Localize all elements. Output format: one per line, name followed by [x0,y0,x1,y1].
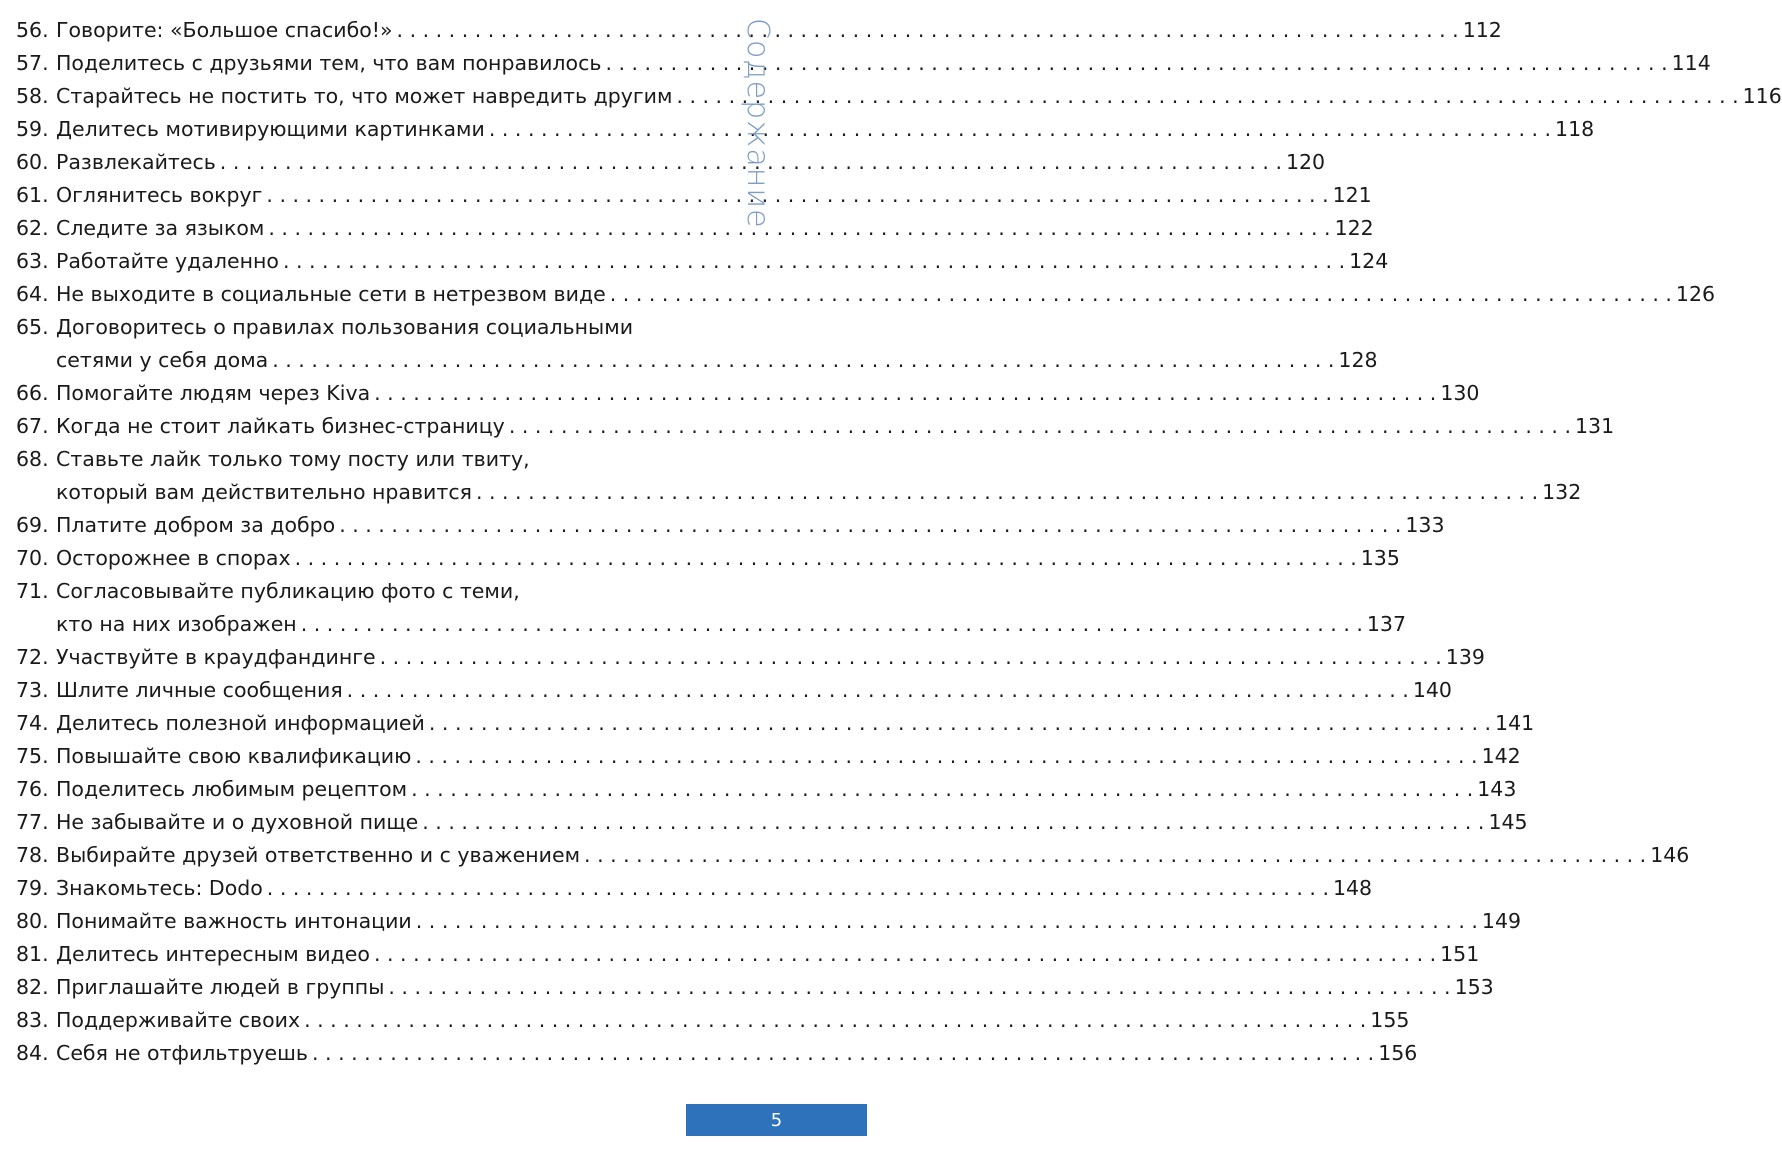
toc-entry-number: 70. [16,546,49,570]
toc-entry[interactable] [16,146,1326,179]
toc-entry-number: 57. [16,51,49,75]
toc-entry-number: 66. [16,381,49,405]
dot-leader [266,179,1328,212]
toc-entry[interactable] [16,872,1373,905]
toc-entry-page: 139 [1445,645,1485,669]
toc-entry-number: 59. [16,117,49,141]
toc-entry-title: Делитесь полезной информацией [56,711,425,735]
toc-entry-line [16,938,1480,971]
toc-entry[interactable] [16,14,1502,47]
toc-entry-title: Не забывайте и о духовной пище [56,810,419,834]
dot-leader [429,707,1491,740]
toc-entry-page: 145 [1488,810,1528,834]
toc-entry-line [16,839,1690,872]
toc-entry-number: 81. [16,942,49,966]
dot-leader [610,278,1672,311]
toc-entry-line [16,641,1485,674]
toc-entry-title: Работайте удаленно [56,249,279,273]
toc-entry-number: 68. [16,447,49,471]
toc-entry-page: 112 [1462,18,1502,42]
toc-entry[interactable] [16,245,1389,278]
page-number: 5 [770,1109,783,1131]
toc-entry-title: Приглашайте людей в группы [56,975,385,999]
toc-entry-title: Понимайте важность интонации [56,909,412,933]
toc-entry-page: 120 [1285,150,1326,174]
toc-entry-title: Старайтесь не постить то, что может навредить другим [56,84,673,108]
toc-entry-title: Осторожнее в спорах [56,546,291,570]
toc-entry-number: 65. [16,315,49,339]
toc-entry-title: Развлекайтесь [56,150,216,174]
toc-entry[interactable] [16,377,1480,410]
toc-entry-number: 71. [16,579,49,603]
toc-entry-page: 133 [1405,513,1445,537]
toc-entry-title: Платите добром за добро [56,513,336,537]
toc-entry-page: 148 [1332,876,1373,900]
toc-entry-title: Следите за языком [56,216,265,240]
toc-entry[interactable] [16,509,1445,542]
toc-entry[interactable] [16,113,1595,146]
toc-entry-line [16,707,1535,740]
toc-entry-page: 122 [1334,216,1374,240]
toc-entry-line [16,476,1582,509]
dot-leader [267,872,1329,905]
toc-entry-title: Делитесь мотивирующими картинками [56,117,485,141]
toc-entry[interactable] [16,806,1528,839]
dot-leader [380,641,1442,674]
toc-entry-line [16,344,1378,377]
toc-entry-line [16,377,1480,410]
toc-entry-title: Выбирайте друзей ответственно и с уважением [56,843,581,867]
dot-leader [388,971,1450,1004]
toc-entry-page: 140 [1412,678,1452,702]
dot-leader [422,806,1484,839]
toc-entry-number: 83. [16,1008,49,1032]
toc-entry-line [16,179,1372,212]
toc-entry-number: 77. [16,810,49,834]
toc-entry[interactable] [16,839,1690,872]
toc-entry-page: 142 [1481,744,1521,768]
dot-leader [339,509,1401,542]
page-number-tab [686,1104,867,1136]
dot-leader [374,938,1436,971]
toc-entry-line [16,146,1326,179]
toc-entry-page: 135 [1360,546,1400,570]
toc-entry-title: сетями у себя дома [56,348,269,372]
toc-entry-line [16,443,686,476]
toc-entry-title: Когда не стоит лайкать бизнес-страницу [56,414,505,438]
dot-leader [272,344,1334,377]
toc-entry-title: Помогайте людям через Kiva [56,381,371,405]
toc-entry-line [16,971,1494,1004]
toc-entry[interactable] [16,47,1711,80]
toc-entry-line [16,542,1400,575]
toc-entry[interactable] [16,773,1517,806]
dot-leader [584,839,1646,872]
toc-entry-number: 76. [16,777,49,801]
section-title: Содержание [740,18,775,229]
toc-entry-title: Не выходите в социальные сети в нетрезвом виде [56,282,606,306]
toc-entry-title: Ставьте лайк только тому посту или твиту, [56,447,530,471]
dot-leader [397,14,1459,47]
toc-entry-page: 121 [1332,183,1372,207]
dot-leader [301,608,1363,641]
toc-entry-title: который вам действительно нравится [56,480,472,504]
toc-entry-page: 131 [1574,414,1615,438]
dot-leader [283,245,1345,278]
toc-entry[interactable] [16,1004,1410,1037]
toc-entry-line [16,47,1711,80]
toc-entry[interactable] [16,212,1374,245]
toc-entry-title: кто на них изображен [56,612,297,636]
toc-entry-number: 74. [16,711,49,735]
toc-entry-title: Знакомьтесь: Dodo [56,876,263,900]
toc-entry-title: Повышайте свою квалификацию [56,744,412,768]
toc-entry-title: Себя не отфильтруешь [56,1041,309,1065]
toc-entry-number: 67. [16,414,49,438]
toc-entry-title: Участвуйте в краудфандинге [56,645,376,669]
dot-leader [476,476,1538,509]
toc-entry-number: 72. [16,645,49,669]
toc-entry-number: 60. [16,150,49,174]
toc-entry-page: 151 [1440,942,1480,966]
toc-entry-title: Оглянитесь вокруг [56,183,263,207]
toc-entry-page: 124 [1349,249,1389,273]
toc-entry[interactable] [16,443,1582,509]
dot-leader [347,674,1409,707]
toc-entry-line [16,872,1373,905]
toc-entry-line [16,113,1595,146]
toc-entry-line [16,14,1502,47]
dot-leader [374,377,1436,410]
toc-entry-line [16,608,1407,641]
toc-entry-page: 149 [1481,909,1522,933]
toc-entry-line [16,278,1716,311]
toc-entry-title: Договоритесь о правилах пользования социальными [56,315,634,339]
toc-entry[interactable] [16,641,1485,674]
toc-entry-page: 114 [1671,51,1711,75]
toc-entry-page: 141 [1495,711,1535,735]
dot-leader [312,1037,1374,1070]
toc-entry[interactable] [16,410,1615,443]
toc-entry-title: Поделитесь любимым рецептом [56,777,408,801]
toc-entry-title: Говорите: «Большое спасибо!» [56,18,393,42]
toc-entry-title: Шлите личные сообщения [56,678,343,702]
toc-entry-number: 80. [16,909,49,933]
toc-entry[interactable] [16,80,1782,113]
toc-entry-line [16,80,1782,113]
toc-entry-page: 156 [1378,1041,1418,1065]
toc-entry-page: 116 [1742,84,1782,108]
toc-entry-page: 128 [1338,348,1378,372]
toc-entry[interactable] [16,707,1535,740]
toc-entry-title: Поддерживайте своих [56,1008,301,1032]
dot-leader [676,80,1738,113]
toc-entry-number: 69. [16,513,49,537]
toc-entry[interactable] [16,575,1407,641]
toc-entry-number: 56. [16,18,49,42]
toc-entry-line [16,509,1445,542]
toc-entry-line [16,245,1389,278]
dot-leader [416,905,1478,938]
dot-leader [411,773,1473,806]
toc-entry-page: 130 [1440,381,1480,405]
toc-entry-line [16,410,1615,443]
toc-entry-number: 73. [16,678,49,702]
toc-entry[interactable] [16,542,1400,575]
toc-entry[interactable] [16,1037,1418,1070]
toc-entry[interactable] [16,938,1480,971]
toc-entry-line [16,773,1517,806]
toc-entry-number: 61. [16,183,49,207]
toc-entry-line [16,740,1521,773]
dot-leader [295,542,1357,575]
toc-entry-line [16,212,1374,245]
toc-entry[interactable] [16,905,1522,938]
toc-entry-page: 126 [1675,282,1716,306]
toc-entry-number: 82. [16,975,49,999]
toc-entry[interactable] [16,311,1378,377]
toc-entry-page: 153 [1454,975,1494,999]
dot-leader [509,410,1571,443]
toc-entry-line [16,674,1452,707]
toc-entry-number: 78. [16,843,49,867]
toc-entry-page: 137 [1366,612,1407,636]
dot-leader [415,740,1477,773]
toc-entry-title: Согласовывайте публикацию фото с теми, [56,579,520,603]
toc-entry[interactable] [16,971,1494,1004]
toc-entry-line [16,311,686,344]
toc-entry[interactable] [16,179,1372,212]
toc-entry-page: 146 [1650,843,1690,867]
toc-entry-number: 84. [16,1041,49,1065]
toc-entry-line [16,1004,1410,1037]
toc-entry-number: 75. [16,744,49,768]
toc-entry-page: 143 [1477,777,1517,801]
toc-entry-page: 132 [1542,480,1582,504]
toc-entry-number: 64. [16,282,49,306]
toc-entry-page: 118 [1555,117,1595,141]
toc-entry-number: 58. [16,84,49,108]
toc-entry[interactable] [16,740,1521,773]
dot-leader [268,212,1330,245]
dot-leader [304,1004,1366,1037]
toc-entry[interactable] [16,674,1452,707]
dot-leader [489,113,1551,146]
toc-entry[interactable] [16,278,1716,311]
toc-entry-number: 63. [16,249,49,273]
toc-entry-line [16,806,1528,839]
toc-entry-number: 62. [16,216,49,240]
toc-entry-line [16,575,686,608]
toc-entry-line [16,905,1522,938]
toc-entry-title: Делитесь интересным видео [56,942,370,966]
toc-entry-number: 79. [16,876,49,900]
toc-entry-line [16,1037,1418,1070]
toc-entry-title: Поделитесь с друзьями тем, что вам понравилось [56,51,602,75]
toc-entry-page: 155 [1370,1008,1410,1032]
